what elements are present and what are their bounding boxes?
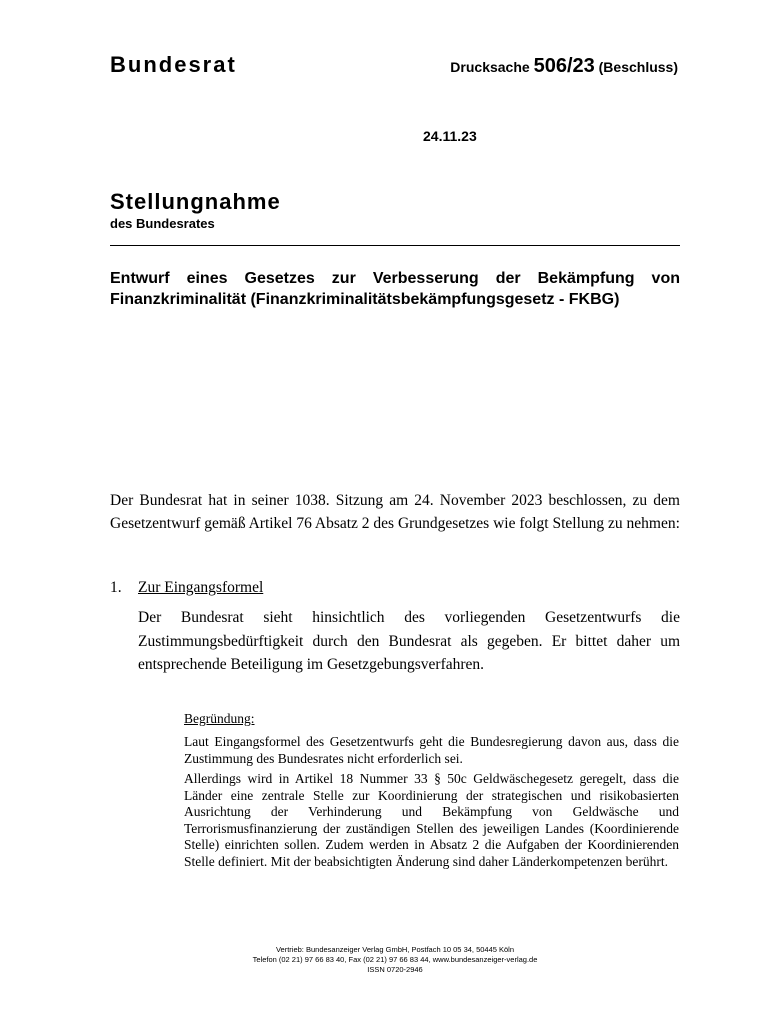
drucksache-suffix: (Beschluss): [598, 59, 678, 75]
document-subject: Entwurf eines Gesetzes zur Verbesserung der Bekämpfung von Finanzkriminalität (Finanzkriminalitätsbekämpfungsgesetz - FKBG): [110, 270, 680, 308]
item-body: Der Bundesrat sieht hinsichtlich des vorliegenden Gesetzentwurfs die Zustimmungsbedürftigkeit durch den Bundesrat als gegeben. Er bittet daher um entsprechende Beteiligung im Gesetzgebungsverfahren.: [138, 609, 680, 673]
institution-name: Bundesrat: [110, 52, 237, 77]
item-number: 1.: [110, 579, 122, 596]
reason-paragraph-2: Allerdings wird in Artikel 18 Nummer 33 § 50c Geldwäschegesetz geregelt, dass die Länder eine zentrale Stelle zur Koordinierung der strategischen und risikobasierten Ausrichtung der Verhinderung und Bekämpfung von Geldwäsche und Terrorismusfinanzierung der zuständigen Stellen des jeweiligen Landes (Koordinierende Stelle) einrichten sollen. Zudem werden in Absatz 2 die Aufgaben der Koordinierenden Stelle definiert. Mit der beabsichtigten Änderung sind daher Länderkompetenzen berührt.: [184, 771, 679, 869]
drucksache-reference: [450, 55, 678, 78]
intro-paragraph: Der Bundesrat hat in seiner 1038. Sitzung am 24. November 2023 beschlossen, zu dem Gesetzentwurf gemäß Artikel 76 Absatz 2 des Grundgesetzes wie folgt Stellung zu nehmen:: [110, 492, 680, 532]
reason-paragraph-1: Laut Eingangsformel des Gesetzentwurfs geht die Bundesregierung davon aus, dass die Zustimmung des Bundesrates nicht erforderlich sei.: [184, 734, 679, 766]
document-subtitle: des Bundesrates: [110, 216, 215, 231]
footer-issn: ISSN 0720-2946: [367, 965, 423, 974]
horizontal-divider: [110, 245, 680, 246]
document-date: 24.11.23: [423, 128, 477, 144]
reason-label: Begründung:: [184, 711, 255, 726]
footer-contact: Telefon (02 21) 97 66 83 40, Fax (02 21) 97 66 83 44, www.bundesanzeiger-verlag.de: [252, 955, 538, 964]
drucksache-number: 506/23: [533, 55, 595, 77]
publisher-footer: [0, 945, 770, 975]
footer-distribution: Vertrieb: Bundesanzeiger Verlag GmbH, Postfach 10 05 34, 50445 Köln: [275, 945, 515, 954]
item-title: Zur Eingangsformel: [138, 579, 264, 596]
document-type-title: Stellungnahme: [110, 189, 281, 214]
drucksache-label: Drucksache: [450, 59, 530, 75]
